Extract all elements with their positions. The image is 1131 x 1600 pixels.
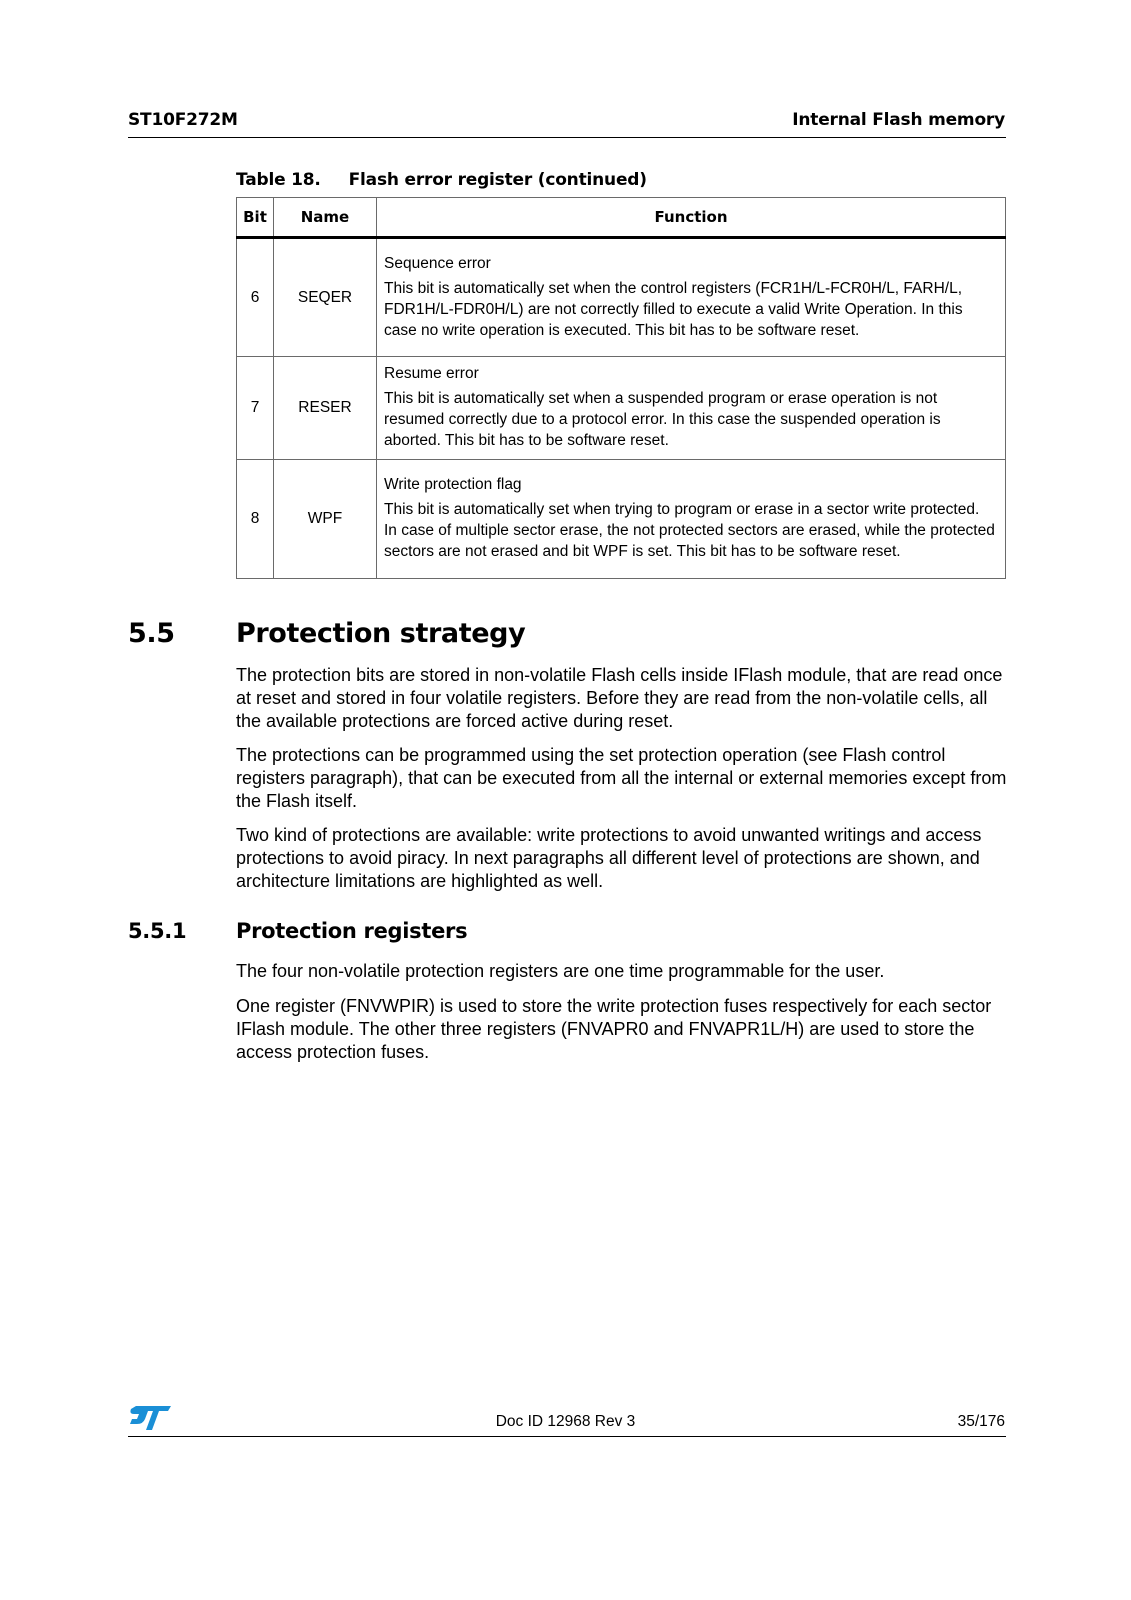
doc-id: Doc ID 12968 Rev 3 bbox=[495, 1413, 636, 1430]
section-paragraph: The protection bits are stored in non-volatile Flash cells inside IFlash module, that are read once at reset and stored in four volatile registers. Before they are read from the non-volatile cells, all the available protections are forced active during reset. bbox=[236, 665, 1003, 731]
section-number: 5.5 bbox=[128, 618, 175, 649]
cell-name: WPF bbox=[274, 460, 377, 579]
table-row bbox=[237, 460, 1006, 579]
table-row bbox=[237, 357, 1006, 460]
function-text: This bit is automatically set when a suspended program or erase operation is not resumed correctly due to a protocol error. In this case the suspended operation is aborted. This bit has to be software reset. bbox=[384, 390, 941, 449]
function-text: This bit is automatically set when the control registers (FCR1H/L-FCR0H/L, FARH/L, FDR1H/L-FDR0H/L) are not correctly filled to execute a valid Write Operation. In this case no write operation is executed. This bit has to be software reset. bbox=[384, 279, 963, 339]
page-number: 35/176 bbox=[957, 1413, 1005, 1430]
column-header-function: Function bbox=[377, 198, 1006, 238]
subsection-paragraph: One register (FNVWPIR) is used to store the write protection fuses respectively for each sector IFlash module. The other three registers (FNVAPR0 and FNVAPR1L/H) are used to store the access protection fuses. bbox=[236, 996, 992, 1062]
table-number: Table 18. bbox=[236, 170, 321, 190]
table-title: Flash error register (continued) bbox=[348, 170, 647, 190]
cell-function bbox=[377, 238, 1006, 357]
header-doc-name: ST10F272M bbox=[128, 110, 238, 130]
section-paragraph: Two kind of protections are available: write protections to avoid unwanted writings and access protections to avoid piracy. In next paragraphs all different level of protections are shown, and architecture limitations are highlighted as well. bbox=[236, 825, 982, 891]
subsection-paragraph: The four non-volatile protection registers are one time programmable for the user. bbox=[236, 961, 885, 981]
subsection-title: Protection registers bbox=[236, 919, 468, 943]
table-caption bbox=[236, 170, 647, 190]
flash-error-register-table bbox=[236, 197, 1006, 579]
cell-name: RESER bbox=[274, 357, 377, 460]
cell-bit: 7 bbox=[237, 357, 274, 460]
function-title: Write protection flag bbox=[384, 476, 522, 493]
function-title: Sequence error bbox=[384, 254, 491, 272]
table-header-row bbox=[237, 198, 1006, 238]
column-header-bit: Bit bbox=[237, 198, 274, 238]
cell-bit: 8 bbox=[237, 460, 274, 579]
cell-function bbox=[377, 460, 1006, 579]
footer-rule bbox=[128, 1436, 1006, 1437]
cell-name: SEQER bbox=[274, 238, 377, 357]
header-section-name: Internal Flash memory bbox=[792, 110, 1005, 130]
function-title: Resume error bbox=[384, 365, 479, 382]
section-title: Protection strategy bbox=[236, 618, 526, 649]
subsection-number: 5.5.1 bbox=[128, 919, 187, 943]
column-header-name: Name bbox=[274, 198, 377, 238]
cell-bit: 6 bbox=[237, 238, 274, 357]
function-text: This bit is automatically set when trying to program or erase in a sector write protected. In case of multiple sector erase, the not protected sectors are erased, while the protected sectors are not erased and bit WPF is set. This bit has to be software reset. bbox=[384, 501, 995, 560]
cell-function bbox=[377, 357, 1006, 460]
header-rule bbox=[128, 137, 1006, 138]
section-paragraph: The protections can be programmed using the set protection operation (see Flash control registers paragraph), that can be executed from all the internal or external memories except from the Flash itself. bbox=[236, 745, 1007, 811]
table-row bbox=[237, 238, 1006, 357]
